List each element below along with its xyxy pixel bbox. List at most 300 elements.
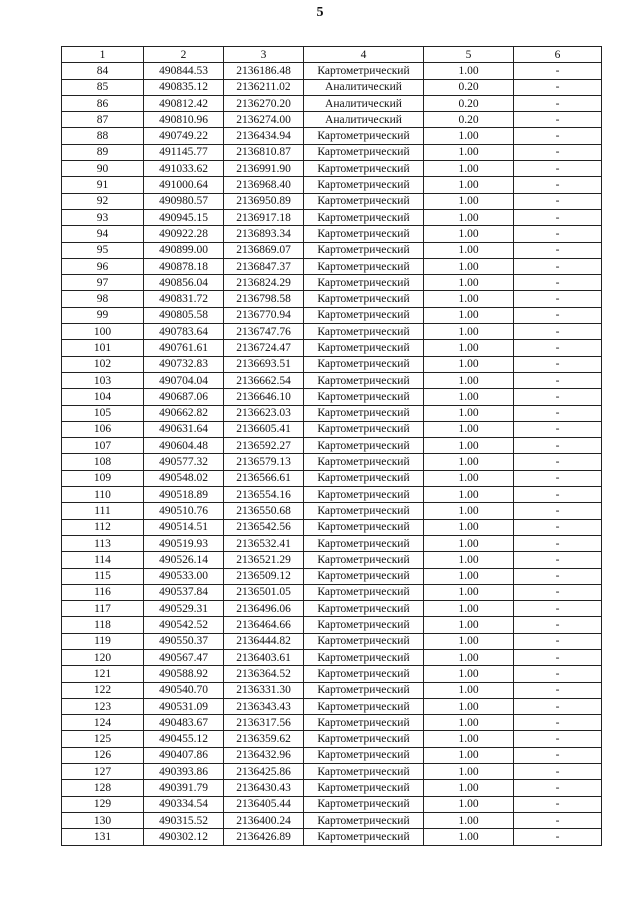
table-cell: Картометрический [304, 324, 424, 340]
table-cell: 1.00 [424, 307, 514, 323]
table-cell: Картометрический [304, 535, 424, 551]
table-cell: - [514, 584, 602, 600]
table-cell: 118 [62, 617, 144, 633]
table-row [62, 356, 602, 372]
table-cell: 1.00 [424, 209, 514, 225]
table-row [62, 275, 602, 291]
table-cell: 490783.64 [144, 324, 224, 340]
table-cell: 1.00 [424, 128, 514, 144]
table-cell: 1.00 [424, 438, 514, 454]
table-cell: Картометрический [304, 780, 424, 796]
table-cell: - [514, 666, 602, 682]
table-cell: 98 [62, 291, 144, 307]
table-cell: - [514, 715, 602, 731]
table-cell: 101 [62, 340, 144, 356]
table-cell: 110 [62, 487, 144, 503]
table-cell: 490533.00 [144, 568, 224, 584]
table-cell: 490537.84 [144, 584, 224, 600]
table-row [62, 535, 602, 551]
table-cell: 490514.51 [144, 519, 224, 535]
table-row [62, 552, 602, 568]
table-cell: 2136950.89 [224, 193, 304, 209]
table-cell: 2136747.76 [224, 324, 304, 340]
table-cell: Картометрический [304, 747, 424, 763]
table-cell: 1.00 [424, 242, 514, 258]
table-cell: - [514, 617, 602, 633]
table-row [62, 829, 602, 845]
table-cell: 109 [62, 470, 144, 486]
table-cell: 88 [62, 128, 144, 144]
table-cell: 490945.15 [144, 209, 224, 225]
table-row [62, 161, 602, 177]
table-cell: 1.00 [424, 487, 514, 503]
table-cell: - [514, 601, 602, 617]
table-cell: - [514, 242, 602, 258]
table-cell: 1.00 [424, 421, 514, 437]
table-row [62, 617, 602, 633]
table-cell: 490455.12 [144, 731, 224, 747]
table-cell: - [514, 177, 602, 193]
table-cell: 1.00 [424, 747, 514, 763]
table-cell: 1.00 [424, 715, 514, 731]
table-cell: 2136509.12 [224, 568, 304, 584]
table-cell: Картометрический [304, 666, 424, 682]
table-cell: Картометрический [304, 307, 424, 323]
table-cell: 1.00 [424, 454, 514, 470]
table-cell: 102 [62, 356, 144, 372]
table-cell: - [514, 307, 602, 323]
table-row [62, 340, 602, 356]
table-cell: 490835.12 [144, 79, 224, 95]
table-cell: Картометрический [304, 291, 424, 307]
table-cell: 490831.72 [144, 291, 224, 307]
table-cell: 114 [62, 552, 144, 568]
table-cell: - [514, 454, 602, 470]
table-cell: 1.00 [424, 829, 514, 845]
table-cell: 2136464.66 [224, 617, 304, 633]
table-cell: - [514, 128, 602, 144]
table-cell: 1.00 [424, 161, 514, 177]
table-cell: - [514, 226, 602, 242]
table-cell: 1.00 [424, 470, 514, 486]
table-cell: 1.00 [424, 601, 514, 617]
table-cell: 2136770.94 [224, 307, 304, 323]
table-cell: - [514, 209, 602, 225]
table-cell: 1.00 [424, 535, 514, 551]
table-cell: Картометрический [304, 584, 424, 600]
table-cell: 490662.82 [144, 405, 224, 421]
table-cell: 120 [62, 649, 144, 665]
table-cell: Картометрический [304, 519, 424, 535]
table-cell: - [514, 649, 602, 665]
table-cell: Картометрический [304, 829, 424, 845]
table-cell: - [514, 79, 602, 95]
table-cell: 1.00 [424, 796, 514, 812]
table-cell: 2136400.24 [224, 812, 304, 828]
table-cell: Картометрический [304, 356, 424, 372]
table-cell: - [514, 829, 602, 845]
table-cell: - [514, 503, 602, 519]
table-cell: Аналитический [304, 79, 424, 95]
table-cell: 2136605.41 [224, 421, 304, 437]
table-cell: 85 [62, 79, 144, 95]
table-cell: Картометрический [304, 649, 424, 665]
table-cell: 90 [62, 161, 144, 177]
table-row [62, 470, 602, 486]
table-cell: 2136425.86 [224, 764, 304, 780]
table-cell: 124 [62, 715, 144, 731]
table-cell: 2136432.96 [224, 747, 304, 763]
table-row [62, 405, 602, 421]
table-cell: Картометрический [304, 715, 424, 731]
table-cell: Картометрический [304, 144, 424, 160]
table-cell: 93 [62, 209, 144, 225]
table-cell: 491000.64 [144, 177, 224, 193]
table-cell: - [514, 193, 602, 209]
table-cell: Картометрический [304, 242, 424, 258]
table-cell: 2136623.03 [224, 405, 304, 421]
table-cell: - [514, 796, 602, 812]
column-header: 2 [144, 47, 224, 63]
column-header: 1 [62, 47, 144, 63]
table-row [62, 503, 602, 519]
table-cell: 490631.64 [144, 421, 224, 437]
table-cell: 92 [62, 193, 144, 209]
table-cell: 2136403.61 [224, 649, 304, 665]
table-row [62, 731, 602, 747]
header-row [62, 47, 602, 63]
table-cell: 113 [62, 535, 144, 551]
table-cell: 2136405.44 [224, 796, 304, 812]
coordinates-table [61, 46, 602, 846]
table-cell: 1.00 [424, 764, 514, 780]
table-cell: 126 [62, 747, 144, 763]
table-cell: 2136991.90 [224, 161, 304, 177]
table-row [62, 177, 602, 193]
table-row [62, 764, 602, 780]
table-cell: 89 [62, 144, 144, 160]
table-row [62, 584, 602, 600]
table-cell: 1.00 [424, 177, 514, 193]
table-row [62, 209, 602, 225]
table-cell: 2136501.05 [224, 584, 304, 600]
table-row [62, 698, 602, 714]
table-cell: 490604.48 [144, 438, 224, 454]
table-cell: Картометрический [304, 812, 424, 828]
table-cell: - [514, 258, 602, 274]
table-cell: 2136496.06 [224, 601, 304, 617]
table-cell: 490542.52 [144, 617, 224, 633]
table-cell: 1.00 [424, 340, 514, 356]
table-cell: - [514, 356, 602, 372]
table-row [62, 307, 602, 323]
table-cell: Картометрический [304, 405, 424, 421]
table-cell: - [514, 731, 602, 747]
table-row [62, 666, 602, 682]
table-cell: 490588.92 [144, 666, 224, 682]
table-cell: 129 [62, 796, 144, 812]
table-cell: 105 [62, 405, 144, 421]
table-cell: 131 [62, 829, 144, 845]
table-cell: Картометрический [304, 698, 424, 714]
table-cell: 2136331.30 [224, 682, 304, 698]
column-header: 3 [224, 47, 304, 63]
table-cell: 490687.06 [144, 389, 224, 405]
table-cell: 1.00 [424, 144, 514, 160]
table-cell: 2136426.89 [224, 829, 304, 845]
table-cell: Картометрический [304, 682, 424, 698]
table-cell: 2136869.07 [224, 242, 304, 258]
table-cell: 1.00 [424, 63, 514, 79]
table-cell: 1.00 [424, 258, 514, 274]
table-cell: 107 [62, 438, 144, 454]
table-cell: 490407.86 [144, 747, 224, 763]
table-cell: 121 [62, 666, 144, 682]
table-cell: Картометрический [304, 568, 424, 584]
table-cell: 1.00 [424, 649, 514, 665]
table-cell: 1.00 [424, 584, 514, 600]
table-cell: 115 [62, 568, 144, 584]
table-cell: 2136566.61 [224, 470, 304, 486]
table-row [62, 780, 602, 796]
table-cell: 86 [62, 95, 144, 111]
table-cell: 490749.22 [144, 128, 224, 144]
table-cell: Картометрический [304, 764, 424, 780]
table-row [62, 95, 602, 111]
table-cell: 130 [62, 812, 144, 828]
table-cell: 108 [62, 454, 144, 470]
table-row [62, 601, 602, 617]
table-row [62, 372, 602, 388]
table-cell: 490856.04 [144, 275, 224, 291]
table-cell: - [514, 633, 602, 649]
table-row [62, 226, 602, 242]
table-cell: Картометрический [304, 731, 424, 747]
table-cell: 2136810.87 [224, 144, 304, 160]
table-cell: 2136579.13 [224, 454, 304, 470]
table-cell: - [514, 421, 602, 437]
table-row [62, 63, 602, 79]
table-body [62, 63, 602, 845]
table-cell: 490980.57 [144, 193, 224, 209]
table-cell: 2136917.18 [224, 209, 304, 225]
table-cell: 490567.47 [144, 649, 224, 665]
table-cell: 2136359.62 [224, 731, 304, 747]
table-cell: - [514, 275, 602, 291]
table-cell: 490391.79 [144, 780, 224, 796]
table-cell: 490577.32 [144, 454, 224, 470]
table-cell: 106 [62, 421, 144, 437]
table-cell: - [514, 389, 602, 405]
table-cell: 1.00 [424, 356, 514, 372]
table-cell: 490732.83 [144, 356, 224, 372]
table-cell: 117 [62, 601, 144, 617]
table-cell: 1.00 [424, 552, 514, 568]
table-cell: 2136343.43 [224, 698, 304, 714]
table-cell: 2136824.29 [224, 275, 304, 291]
table-cell: 1.00 [424, 633, 514, 649]
table-cell: 1.00 [424, 372, 514, 388]
table-cell: 103 [62, 372, 144, 388]
table-row [62, 715, 602, 731]
table-cell: 490548.02 [144, 470, 224, 486]
table-cell: - [514, 324, 602, 340]
table-cell: 2136592.27 [224, 438, 304, 454]
table-row [62, 812, 602, 828]
table-cell: 1.00 [424, 519, 514, 535]
table-row [62, 128, 602, 144]
table-cell: - [514, 764, 602, 780]
table-cell: 2136274.00 [224, 112, 304, 128]
table-cell: 1.00 [424, 193, 514, 209]
table-cell: 1.00 [424, 682, 514, 698]
table-cell: Картометрический [304, 633, 424, 649]
table-cell: Картометрический [304, 63, 424, 79]
table-row [62, 487, 602, 503]
table-cell: Картометрический [304, 372, 424, 388]
table-cell: - [514, 568, 602, 584]
table-cell: - [514, 552, 602, 568]
table-cell: 99 [62, 307, 144, 323]
table-cell: 2136270.20 [224, 95, 304, 111]
table-cell: Картометрический [304, 421, 424, 437]
table-cell: 119 [62, 633, 144, 649]
table-row [62, 796, 602, 812]
table-cell: 2136317.56 [224, 715, 304, 731]
table-cell: - [514, 438, 602, 454]
table-cell: 1.00 [424, 389, 514, 405]
table-cell: - [514, 95, 602, 111]
table-cell: 490704.04 [144, 372, 224, 388]
table-cell: 2136364.52 [224, 666, 304, 682]
table-cell: 125 [62, 731, 144, 747]
table-cell: Картометрический [304, 340, 424, 356]
column-header: 6 [514, 47, 602, 63]
table-row [62, 291, 602, 307]
table-cell: Картометрический [304, 128, 424, 144]
table-cell: 1.00 [424, 731, 514, 747]
table-cell: 2136646.10 [224, 389, 304, 405]
table-cell: 490540.70 [144, 682, 224, 698]
table-cell: 95 [62, 242, 144, 258]
table-cell: 490510.76 [144, 503, 224, 519]
table-cell: Картометрический [304, 161, 424, 177]
table-cell: 127 [62, 764, 144, 780]
table-cell: 2136662.54 [224, 372, 304, 388]
table-cell: 2136532.41 [224, 535, 304, 551]
table-row [62, 649, 602, 665]
table-row [62, 421, 602, 437]
table-cell: - [514, 519, 602, 535]
table-cell: - [514, 372, 602, 388]
table-row [62, 258, 602, 274]
table-cell: Картометрический [304, 503, 424, 519]
table-row [62, 242, 602, 258]
table-cell: 490878.18 [144, 258, 224, 274]
table-cell: - [514, 161, 602, 177]
table-cell: 490810.96 [144, 112, 224, 128]
table-row [62, 682, 602, 698]
table-cell: 1.00 [424, 568, 514, 584]
table-cell: 2136550.68 [224, 503, 304, 519]
table-row [62, 568, 602, 584]
table-row [62, 389, 602, 405]
table-cell: 1.00 [424, 812, 514, 828]
table-cell: 0.20 [424, 79, 514, 95]
table-row [62, 454, 602, 470]
table-cell: 1.00 [424, 698, 514, 714]
table-cell: 97 [62, 275, 144, 291]
column-header: 4 [304, 47, 424, 63]
table-cell: 2136434.94 [224, 128, 304, 144]
table-cell: - [514, 812, 602, 828]
table-cell: 2136847.37 [224, 258, 304, 274]
table-cell: 0.20 [424, 112, 514, 128]
table-cell: 112 [62, 519, 144, 535]
table-cell: 2136724.47 [224, 340, 304, 356]
table-cell: Картометрический [304, 617, 424, 633]
table-cell: Картометрический [304, 601, 424, 617]
table-cell: 490393.86 [144, 764, 224, 780]
table-cell: 490529.31 [144, 601, 224, 617]
table-cell: Картометрический [304, 438, 424, 454]
table-cell: 1.00 [424, 780, 514, 796]
table-cell: Картометрический [304, 193, 424, 209]
table-cell: 490315.52 [144, 812, 224, 828]
table-cell: 123 [62, 698, 144, 714]
table-cell: 1.00 [424, 226, 514, 242]
table-cell: 2136798.58 [224, 291, 304, 307]
table-cell: 490922.28 [144, 226, 224, 242]
table-cell: 490518.89 [144, 487, 224, 503]
table-row [62, 193, 602, 209]
table-cell: 91 [62, 177, 144, 193]
table-cell: 490483.67 [144, 715, 224, 731]
table-cell: 1.00 [424, 503, 514, 519]
table-cell: Картометрический [304, 389, 424, 405]
table-cell: Картометрический [304, 552, 424, 568]
table-cell: - [514, 112, 602, 128]
table-cell: 490761.61 [144, 340, 224, 356]
table-cell: 116 [62, 584, 144, 600]
table-cell: - [514, 291, 602, 307]
table-cell: 490812.42 [144, 95, 224, 111]
table-cell: 84 [62, 63, 144, 79]
table-cell: 490899.00 [144, 242, 224, 258]
column-header: 5 [424, 47, 514, 63]
table-cell: 2136693.51 [224, 356, 304, 372]
table-row [62, 633, 602, 649]
table-cell: Картометрический [304, 470, 424, 486]
table-cell: - [514, 405, 602, 421]
table-cell: Аналитический [304, 112, 424, 128]
table-cell: 0.20 [424, 95, 514, 111]
table-cell: 490526.14 [144, 552, 224, 568]
table-cell: Картометрический [304, 226, 424, 242]
table-cell: - [514, 780, 602, 796]
table-cell: 1.00 [424, 666, 514, 682]
table-cell: 490844.53 [144, 63, 224, 79]
table-cell: 1.00 [424, 291, 514, 307]
table-cell: - [514, 682, 602, 698]
table-cell: 94 [62, 226, 144, 242]
table-cell: - [514, 470, 602, 486]
table-cell: 87 [62, 112, 144, 128]
table-cell: 2136521.29 [224, 552, 304, 568]
table-cell: 1.00 [424, 324, 514, 340]
table-cell: - [514, 144, 602, 160]
table-cell: 2136542.56 [224, 519, 304, 535]
